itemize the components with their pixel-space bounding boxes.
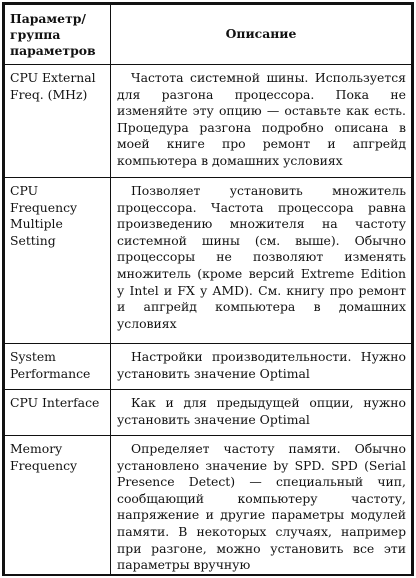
- parameters-table: [4, 4, 412, 576]
- parameters-table-frame: [2, 2, 414, 576]
- table-header-row: [5, 5, 412, 65]
- table-row: [5, 436, 412, 577]
- table-row: [5, 390, 412, 436]
- param-description: Частота системной шины. Используется для разгона процессора. Пока не изменяйте эту опцию — оставьте как есть. Процедура разгона подробно описана в моей книге про ремонт и апгрейд компьютера в домашних условиях: [111, 65, 412, 178]
- table-row: [5, 65, 412, 178]
- param-description: Настройки производительности. Нужно установить значение Optimal: [111, 344, 412, 390]
- param-name: CPU Interface: [5, 390, 111, 436]
- param-description: Определяет частоту памяти. Обычно установлено значение by SPD. SPD (Serial Presence Detect) — специальный чип, сообщающий компьютеру частоту, напряжение и другие параметры модулей памяти. В некоторых случаях, например при разгоне, можно установить все эти параметры вручную: [111, 436, 412, 577]
- param-name: CPU Frequency Multiple Setting: [5, 178, 111, 344]
- param-name: CPU External Freq. (MHz): [5, 65, 111, 178]
- table-row: [5, 344, 412, 390]
- param-description: Как и для предыдущей опции, нужно установить значение Optimal: [111, 390, 412, 436]
- param-name: System Performance: [5, 344, 111, 390]
- header-description: Описание: [111, 5, 412, 65]
- table-row: [5, 178, 412, 344]
- param-description: Позволяет установить множитель процессора. Частота процессора равна произведению множителя на частоту системной шины (см. выше). Обычно процессоры не позволяют изменять множитель (кроме версий Extreme Edition у Intel и FX у AMD). См. книгу про ремонт и апгрейд компьютера в домашних условиях: [111, 178, 412, 344]
- header-param: Параметр/ группа параметров: [5, 5, 111, 65]
- param-name: Memory Frequency: [5, 436, 111, 577]
